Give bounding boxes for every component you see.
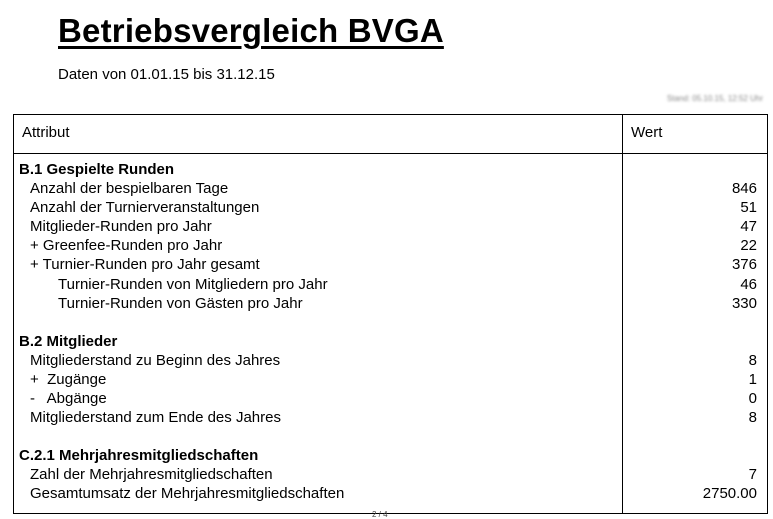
- row-value: 330: [731, 294, 757, 312]
- row-label: Turnier-Runden von Mitgliedern pro Jahr: [58, 275, 328, 293]
- row-value: 46: [740, 275, 757, 293]
- table-row: [14, 217, 767, 236]
- row-label: Mitgliederstand zu Beginn des Jahres: [30, 351, 281, 369]
- row-value: 1: [748, 370, 757, 388]
- row-value: 0: [748, 390, 757, 408]
- row-value: 22: [740, 237, 757, 255]
- header-divider: [14, 153, 767, 154]
- row-value: 8: [748, 351, 757, 369]
- table-row: [14, 389, 767, 408]
- row-label: Gesamtumsatz der Mehrjahresmitgliedschaften: [30, 485, 345, 503]
- report-title: Betriebsvergleich BVGA: [58, 12, 444, 49]
- table-row: [14, 351, 767, 370]
- table-row: [14, 236, 767, 255]
- column-header-value: Wert: [631, 124, 663, 141]
- row-label: Anzahl der bespielbaren Tage: [30, 180, 229, 198]
- date-range: Daten von 01.01.15 bis 31.12.15: [58, 66, 275, 83]
- section-heading: [14, 160, 767, 179]
- column-header-attribute: Attribut: [22, 124, 70, 141]
- row-label: Zahl der Mehrjahresmitgliedschaften: [30, 466, 273, 484]
- row-label: Mitglieder-Runden pro Jahr: [30, 218, 212, 236]
- row-label: + Turnier-Runden pro Jahr gesamt: [30, 256, 260, 274]
- table-row: [14, 198, 767, 217]
- table-row: [14, 484, 767, 503]
- row-label: Mitgliederstand zum Ende des Jahres: [30, 409, 281, 427]
- row-label: + Zugänge: [30, 370, 107, 388]
- section-heading-label: C.2.1 Mehrjahresmitgliedschaften: [19, 447, 259, 465]
- row-value: 8: [748, 409, 757, 427]
- table-row: [14, 275, 767, 294]
- row-label: Anzahl der Turnierveranstaltungen: [30, 199, 260, 217]
- table-row: [14, 465, 767, 484]
- row-value: 2750.00: [702, 485, 757, 503]
- row-value: 376: [731, 256, 757, 274]
- row-label: - Abgänge: [30, 390, 107, 408]
- print-timestamp: Stand: 05.10.15, 12:52 Uhr: [666, 94, 763, 103]
- table-row: [14, 370, 767, 389]
- row-value: 846: [731, 180, 757, 198]
- row-value: 47: [740, 218, 757, 236]
- row-label: Turnier-Runden von Gästen pro Jahr: [58, 294, 303, 312]
- table-row: [14, 408, 767, 427]
- table-row: [14, 255, 767, 274]
- page-number: 2 / 4: [372, 510, 388, 519]
- section-spacer: [14, 427, 767, 446]
- row-value: 7: [748, 466, 757, 484]
- section-heading: [14, 332, 767, 351]
- section-heading: [14, 446, 767, 465]
- section-spacer: [14, 313, 767, 332]
- table-row: [14, 294, 767, 313]
- row-label: + Greenfee-Runden pro Jahr: [30, 237, 223, 255]
- table-row: [14, 179, 767, 198]
- table-body: [14, 160, 767, 504]
- section-heading-label: B.1 Gespielte Runden: [19, 161, 175, 178]
- report-table: [13, 114, 768, 514]
- section-heading-label: B.2 Mitglieder: [19, 332, 118, 350]
- row-value: 51: [740, 199, 757, 217]
